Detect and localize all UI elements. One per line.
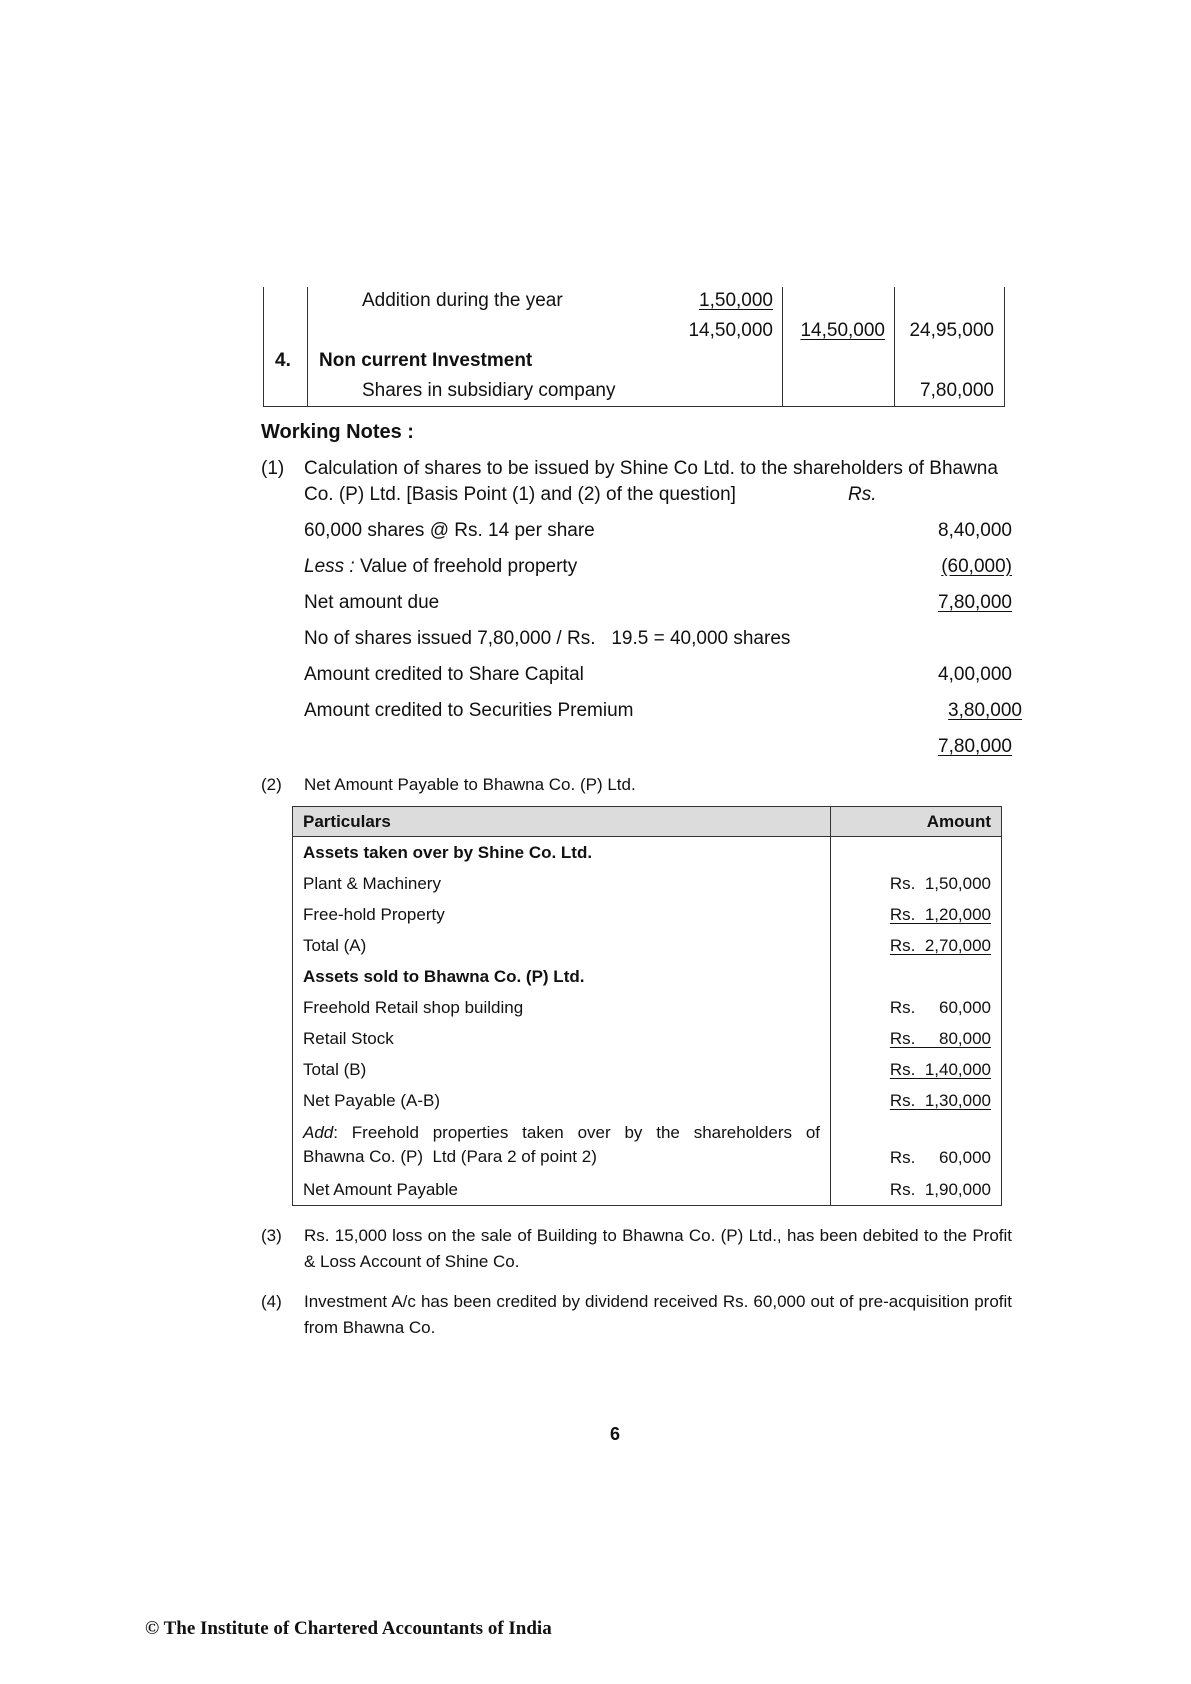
- row-label: Net Amount Payable: [293, 1174, 831, 1206]
- row-label: Assets taken over by Shine Co. Ltd.: [293, 837, 831, 869]
- table-row: [293, 1054, 1002, 1085]
- row-amount: [831, 837, 1002, 869]
- table-row: [293, 992, 1002, 1023]
- row-amount-value: Rs. 80,000: [889, 1028, 991, 1048]
- note1-row-label: [304, 556, 577, 578]
- note1-rs-header: Rs.: [848, 484, 877, 505]
- row-label: Freehold Retail shop building: [293, 992, 831, 1023]
- row-label: Plant & Machinery: [293, 868, 831, 899]
- row-amount-value: Rs. 1,30,000: [889, 1090, 991, 1110]
- table-header-row: [293, 807, 1002, 837]
- note3-text: Rs. 15,000 loss on the sale of Building to Bhawna Co. (P) Ltd., has been debited to the Profit & Loss Account of Shine Co.: [304, 1226, 1012, 1271]
- note4-number: (4): [261, 1292, 282, 1311]
- row-label: Retail Stock: [293, 1023, 831, 1054]
- note1-row-amount: 7,80,000: [938, 592, 1012, 613]
- note1-line2: Co. (P) Ltd. [Basis Point (1) and (2) of the question]: [304, 484, 736, 505]
- row-label: [293, 1116, 831, 1174]
- amount-header: Amount: [831, 807, 1002, 837]
- page-number: 6: [609, 1424, 620, 1444]
- table-row: [293, 868, 1002, 899]
- footer-copyright: © The Institute of Chartered Accountants of India: [145, 1618, 552, 1639]
- row-amount: [831, 1054, 1002, 1085]
- particulars-header: Particulars: [293, 807, 831, 837]
- subtotal-col3: 24,95,000: [909, 320, 994, 341]
- note1-row-label: Net amount due: [304, 592, 440, 613]
- note3-number: (3): [261, 1226, 282, 1245]
- shares-subsidiary-amount: 7,80,000: [920, 380, 994, 401]
- note1-total-amount: 7,80,000: [938, 736, 1012, 757]
- table-row: [293, 1085, 1002, 1116]
- note1-row-label: Amount credited to Securities Premium: [304, 700, 634, 721]
- row-label: Net Payable (A-B): [293, 1085, 831, 1116]
- shares-subsidiary-label: Shares in subsidiary company: [362, 380, 616, 401]
- row-amount: Rs. 60,000: [831, 1116, 1002, 1174]
- row-amount: Rs. 1,50,000: [831, 868, 1002, 899]
- table-row: [293, 1174, 1002, 1206]
- item-number: 4.: [275, 350, 291, 371]
- note1-row-amount: 4,00,000: [938, 664, 1012, 685]
- row-amount: [831, 1023, 1002, 1054]
- less-text: Value of freehold property: [354, 556, 578, 577]
- net-amount-table: [292, 806, 1002, 1206]
- add-label: Add: [303, 1123, 334, 1142]
- note1-row-amount: (60,000): [941, 556, 1012, 577]
- table-row: [293, 930, 1002, 961]
- note2-number: (2): [261, 775, 282, 794]
- note1-row-amount: 8,40,000: [938, 520, 1012, 541]
- note4-text: Investment A/c has been credited by dividend received Rs. 60,000 out of pre-acquisition profit from Bhawna Co.: [304, 1292, 1012, 1337]
- table-row: [293, 1116, 1002, 1174]
- table-row: [293, 837, 1002, 869]
- row-amount: [831, 899, 1002, 930]
- row-amount-value: Rs. 2,70,000: [889, 935, 991, 955]
- row-label: Total (B): [293, 1054, 831, 1085]
- row-amount: Rs. 1,90,000: [831, 1174, 1002, 1206]
- subtotal-col1: 14,50,000: [688, 320, 773, 341]
- note1-row-amount: 3,80,000: [948, 700, 1022, 721]
- row-amount: Rs. 60,000: [831, 992, 1002, 1023]
- row-label: Total (A): [293, 930, 831, 961]
- row-amount-value: Rs. 1,40,000: [889, 1059, 991, 1079]
- addition-amount: 1,50,000: [699, 290, 773, 311]
- addition-label: Addition during the year: [362, 290, 563, 311]
- note1-row-label: 60,000 shares @ Rs. 14 per share: [304, 520, 595, 541]
- subtotal-col2: 14,50,000: [800, 320, 885, 341]
- table-row: [293, 961, 1002, 992]
- row-label: Assets sold to Bhawna Co. (P) Ltd.: [293, 961, 831, 992]
- note1-line1: Calculation of shares to be issued by Shine Co Ltd. to the shareholders of Bhawna: [304, 458, 998, 479]
- add-text: : Freehold properties taken over by the shareholders of Bhawna Co. (P) Ltd (Para 2 of point 2): [303, 1123, 825, 1166]
- note2-title: Net Amount Payable to Bhawna Co. (P) Ltd.: [304, 775, 636, 794]
- note1-row-label: No of shares issued 7,80,000 / Rs. 19.5 = 40,000 shares: [304, 628, 791, 649]
- noncurrent-investment-heading: Non current Investment: [319, 350, 533, 371]
- row-amount-value: Rs. 1,20,000: [889, 904, 991, 924]
- less-label: Less :: [304, 556, 355, 577]
- table-row: [293, 899, 1002, 930]
- note1-number: (1): [261, 458, 285, 479]
- note1-row-label: Amount credited to Share Capital: [304, 664, 584, 685]
- row-amount: [831, 961, 1002, 992]
- working-notes-heading: Working Notes :: [261, 421, 414, 443]
- top-table: [263, 287, 1005, 407]
- row-label: Free-hold Property: [293, 899, 831, 930]
- row-amount: [831, 1085, 1002, 1116]
- row-amount: [831, 930, 1002, 961]
- table-row: [293, 1023, 1002, 1054]
